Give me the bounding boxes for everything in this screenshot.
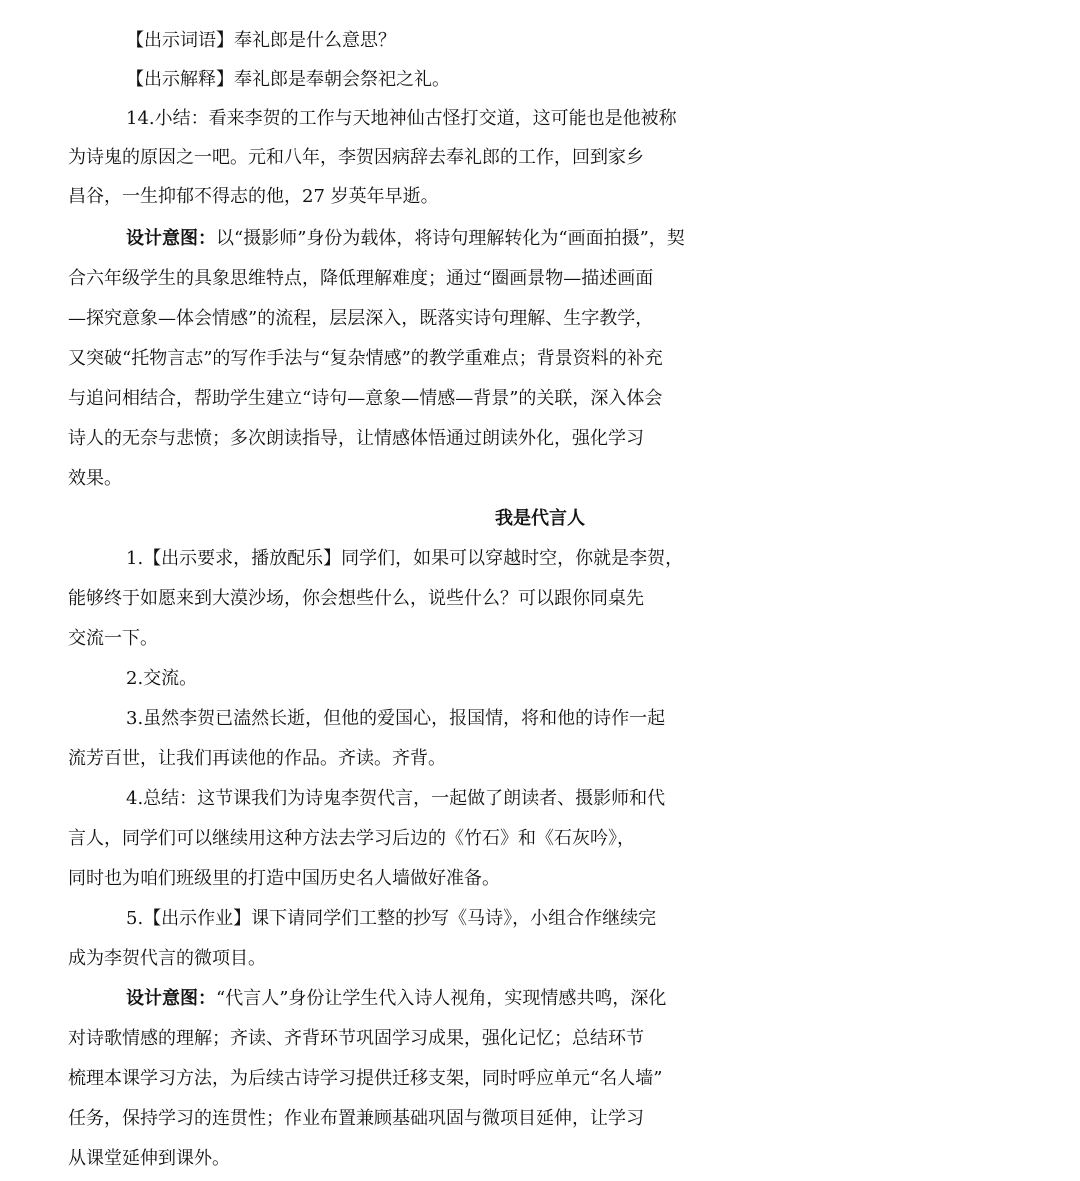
line-text: “代言人”身份让学生代入诗人视角，实现情感共鸣，深化 xyxy=(216,988,667,1009)
line-text: 1.【出示要求，播放配乐】同学们，如果可以穿越时空，你就是李贺， xyxy=(126,548,684,569)
text-line xyxy=(0,419,1080,459)
text-line xyxy=(0,21,1080,61)
text-line xyxy=(0,619,1080,659)
text-line xyxy=(0,379,1080,419)
line-text: 诗人的无奈与悲愤；多次朗读指导，让情感体悟通过朗读外化，强化学习 xyxy=(68,428,644,449)
text-line xyxy=(0,699,1080,739)
line-text: 【出示词语】奉礼郎是什么意思？ xyxy=(126,30,396,51)
line-text: 能够终于如愿来到大漠沙场，你会想些什么，说些什么？可以跟你同桌先 xyxy=(68,588,644,609)
line-text: 从课堂延伸到课外。 xyxy=(68,1148,230,1169)
line-text: 交流一下。 xyxy=(68,628,158,649)
text-line xyxy=(0,659,1080,699)
section-heading xyxy=(0,499,1080,539)
design-intent-label: 设计意图： xyxy=(126,988,216,1009)
line-text: 任务，保持学习的连贯性；作业布置兼顾基础巩固与微项目延伸，让学习 xyxy=(68,1108,644,1129)
text-line xyxy=(0,219,1080,259)
line-text: 【出示解释】奉礼郎是奉朝会祭祀之礼。 xyxy=(126,69,450,90)
line-text: 梳理本课学习方法，为后续古诗学习提供迁移支架，同时呼应单元“名人墙” xyxy=(68,1068,663,1089)
text-line xyxy=(0,899,1080,939)
design-intent-label: 设计意图： xyxy=(126,228,216,249)
text-line xyxy=(0,459,1080,499)
line-text: —探究意象—体会情感”的流程，层层深入，既落实诗句理解、生字教学， xyxy=(68,308,654,329)
line-text: 流芳百世，让我们再读他的作品。齐读。齐背。 xyxy=(68,748,446,769)
text-line xyxy=(0,539,1080,579)
line-text: 与追问相结合，帮助学生建立“诗句—意象—情感—背景”的关联，深入体会 xyxy=(68,388,663,409)
line-text: 同时也为咱们班级里的打造中国历史名人墙做好准备。 xyxy=(68,868,500,889)
heading-text: 我是代言人 xyxy=(495,508,585,529)
text-line xyxy=(0,259,1080,299)
text-line xyxy=(0,859,1080,899)
text-line xyxy=(0,1059,1080,1099)
line-text: 5.【出示作业】课下请同学们工整的抄写《马诗》，小组合作继续完 xyxy=(126,908,657,929)
line-text: 对诗歌情感的理解；齐读、齐背环节巩固学习成果，强化记忆；总结环节 xyxy=(68,1028,644,1049)
line-text: 为诗鬼的原因之一吧。元和八年，李贺因病辞去奉礼郎的工作，回到家乡 xyxy=(68,147,644,168)
text-line xyxy=(0,579,1080,619)
line-text: 成为李贺代言的微项目。 xyxy=(68,948,266,969)
line-text: 昌谷，一生抑郁不得志的他，27 岁英年早逝。 xyxy=(68,186,439,207)
line-text: 合六年级学生的具象思维特点，降低理解难度；通过“圈画景物—描述画面 xyxy=(68,268,654,289)
text-line xyxy=(0,939,1080,979)
text-line xyxy=(0,177,1080,217)
text-line xyxy=(0,1019,1080,1059)
text-line xyxy=(0,138,1080,178)
text-line xyxy=(0,779,1080,819)
line-text: 效果。 xyxy=(68,468,122,489)
text-line xyxy=(0,99,1080,139)
line-text: 2.交流。 xyxy=(126,668,198,689)
text-line xyxy=(0,60,1080,100)
line-text: 3.虽然李贺已溘然长逝，但他的爱国心，报国情，将和他的诗作一起 xyxy=(126,708,666,729)
line-text: 言人，同学们可以继续用这种方法去学习后边的《竹石》和《石灰吟》， xyxy=(68,828,635,849)
text-line xyxy=(0,1139,1080,1179)
text-line xyxy=(0,299,1080,339)
text-line xyxy=(0,739,1080,779)
text-line xyxy=(0,819,1080,859)
line-text: 又突破“托物言志”的写作手法与“复杂情感”的教学重难点；背景资料的补充 xyxy=(68,348,663,369)
text-line xyxy=(0,339,1080,379)
line-text: 4.总结：这节课我们为诗鬼李贺代言，一起做了朗读者、摄影师和代 xyxy=(126,788,666,809)
text-line xyxy=(0,979,1080,1019)
line-text: 以“摄影师”身份为载体，将诗句理解转化为“画面拍摄”，契 xyxy=(216,228,685,249)
text-line xyxy=(0,1099,1080,1139)
line-text: 14.小结：看来李贺的工作与天地神仙古怪打交道，这可能也是他被称 xyxy=(126,108,677,129)
